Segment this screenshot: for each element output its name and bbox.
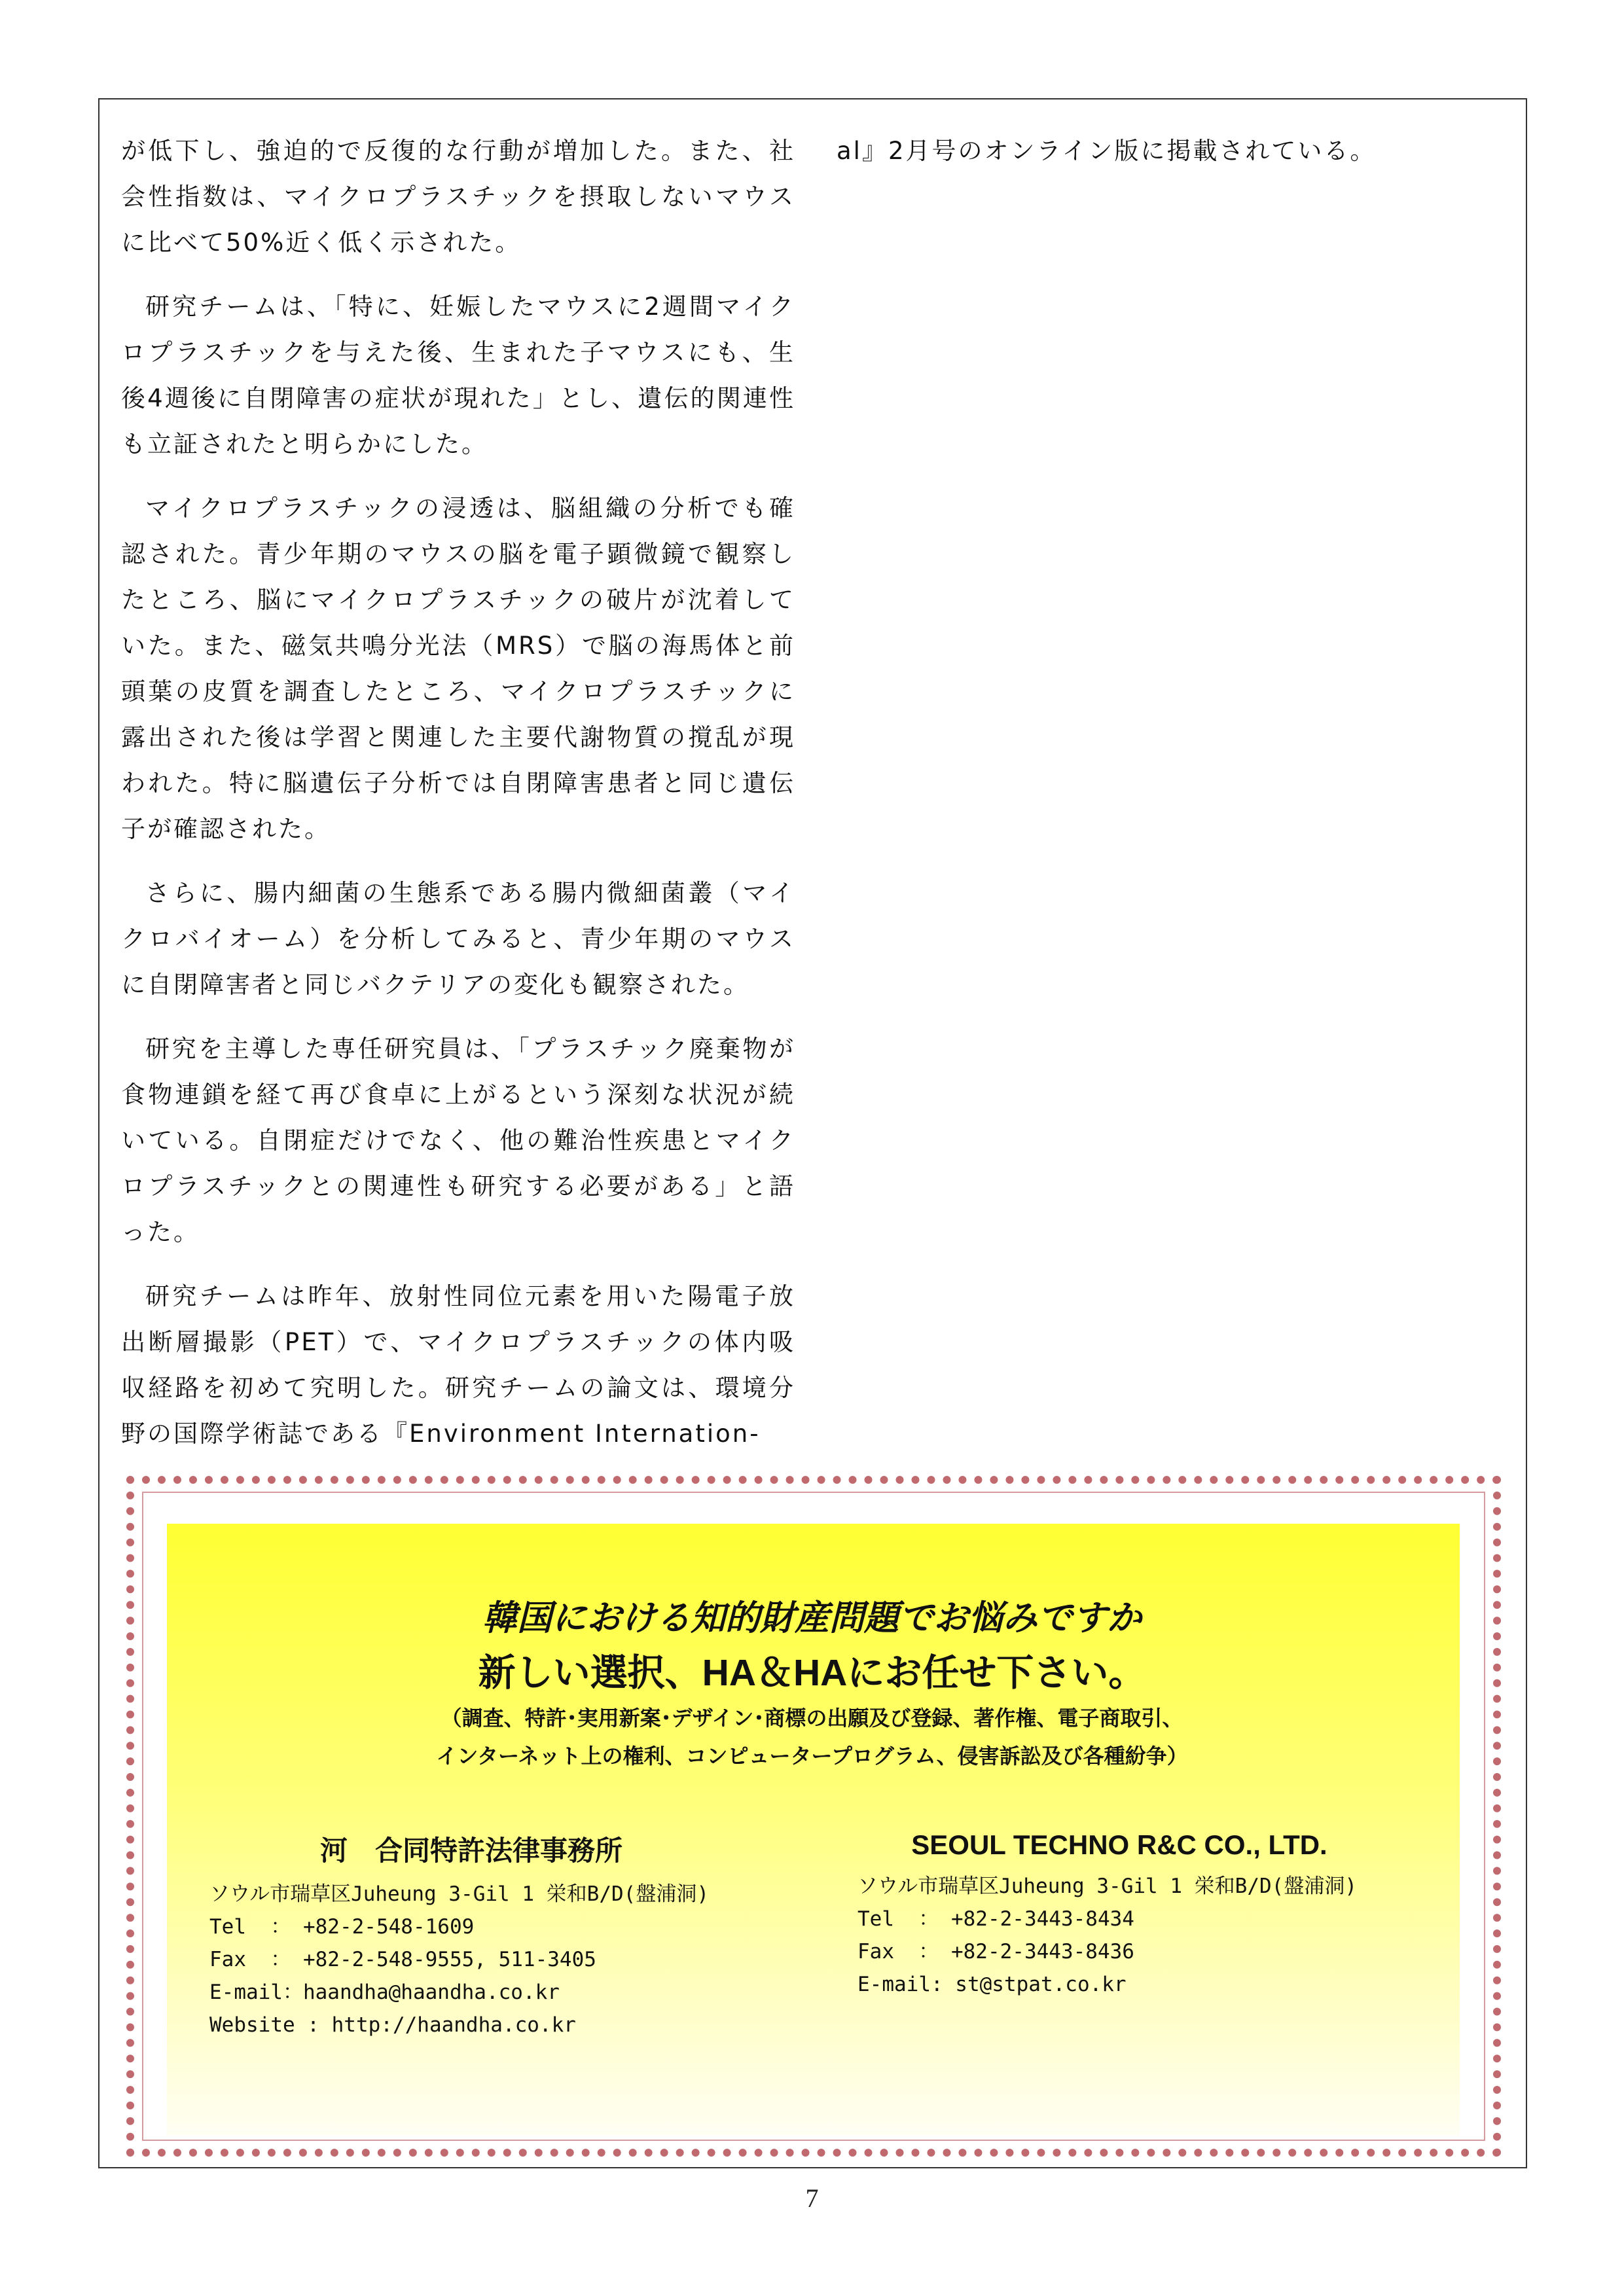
office-website: Website : http://haandha.co.kr [209, 2013, 576, 2037]
office-address: ソウル市瑞草区Juheung 3-Gil 1 栄和B/D(盤浦洞) [209, 1882, 710, 1906]
office-fax: Fax ： +82-2-3443-8436 [857, 1940, 1134, 1964]
office-tel: Tel ： +82-2-548-1609 [209, 1915, 475, 1939]
article-paragraph: 研究チームは、「特に、妊娠したマウスに2週間マイクロプラスチックを与えた後、生まれた子マウスにも、生後4週後に自閉障害の症状が現れた」とし、遺伝的関連性も立証されたと明らかにした。 [121, 293, 795, 458]
article-paragraph: マイクロプラスチックの浸透は、脳組織の分析でも確認された。青少年期のマウスの脳を電子顕微鏡で観察したところ、脳にマイクロプラスチックの破片が沈着していた。また、磁気共鳴分光法（MRS）で脳の海馬体と前頭葉の皮質を調査したところ、マイクロプラスチックに露出された後は学習と関連した主要代謝物質の撹乱が現われた。特に脳遺伝子分析では自閉障害患者と同じ遺伝子が確認された。 [121, 494, 795, 843]
office-email: E-mail: st@stpat.co.kr [857, 1973, 1127, 1996]
office-tel: Tel ： +82-2-3443-8434 [857, 1907, 1134, 1931]
ad-tagline: 新しい選択、HA＆HAにお任せ下さい。 [478, 1652, 1146, 1694]
article-paragraph: 研究を主導した専任研究員は、「プラスチック廃棄物が食物連鎖を経て再び食卓に上がるという深刻な状況が続いている。自閉症だけでなく、他の難治性疾患とマイクロプラスチックとの関連性も研究する必要がある」と語った。 [121, 1035, 795, 1246]
office-seoul-techno [857, 1829, 1447, 2001]
ad-services-line-2: インターネット上の権利、コンピュータープログラム、侵害訴訟及び各種紛争） [436, 1744, 1188, 1768]
ad-headline: 韓国における知的財産問題でお悩みですか [482, 1599, 1142, 1638]
article-right-column [837, 128, 1491, 174]
article-paragraph: 研究チームは昨年、放射性同位元素を用いた陽電子放出断層撮影（PET）で、マイクロプラスチックの体内吸収経路を初めて究明した。研究チームの論文は、環境分野の国際学術誌である『Environment Internation- [121, 1282, 795, 1448]
office-fax: Fax ： +82-2-548-9555, 511-3405 [209, 1948, 596, 1971]
office-email: E-mail：haandha@haandha.co.kr [209, 1981, 560, 2004]
article-paragraph: が低下し、強迫的で反復的な行動が増加した。また、社会性指数は、マイクロプラスチックを摂取しないマウスに比べて50%近く低く示された。 [121, 137, 795, 257]
office-haandha [209, 1829, 799, 2041]
office-name: SEOUL TECHNO R&C CO., LTD. [911, 1829, 1327, 1860]
office-address: ソウル市瑞草区Juheung 3-Gil 1 栄和B/D(盤浦洞) [857, 1874, 1358, 1898]
page-number: 7 [805, 2183, 819, 2213]
ad-services-line-1: （調査、特許･実用新案･デザイン･商標の出願及び登録、著作権、電子商取引、 [441, 1706, 1183, 1730]
article-paragraph: さらに、腸内細菌の生態系である腸内微細菌叢（マイクロバイオーム）を分析してみると、青少年期のマウスに自閉障害者と同じバクテリアの変化も観察された。 [121, 879, 795, 999]
article-paragraph-continued: al』2月号のオンライン版に掲載されている。 [837, 137, 1377, 165]
article-left-column [121, 128, 795, 1475]
office-name: 河 合同特許法律事務所 [319, 1835, 623, 1866]
